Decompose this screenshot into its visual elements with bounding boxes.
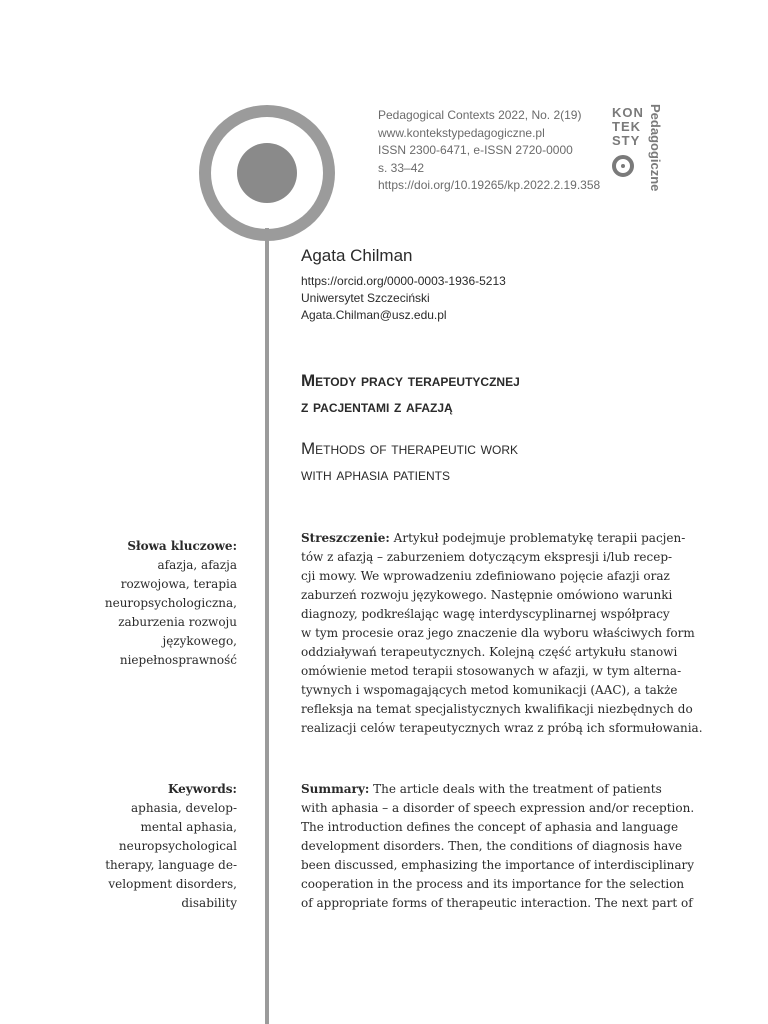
abstract-line: been discussed, emphasizing the importance of interdisciplinary — [301, 858, 695, 872]
abstract-line: tów z afazją – zaburzeniem dotyczącym ekspresji i/lub recep- — [301, 550, 673, 564]
keywords-polish — [100, 537, 237, 670]
title-english-line: Methods of therapeutic work — [301, 439, 519, 458]
publication-info — [378, 107, 600, 195]
abstract-line: zaburzeń rozwoju językowego. Następnie omówiono warunki — [301, 588, 673, 602]
keyword-line: afazja, afazja — [157, 558, 237, 572]
keyword-line: velopment disorders, — [108, 877, 237, 891]
keyword-line: disability — [181, 896, 237, 910]
abstract-line: realizacji celów terapeutycznych wraz z próbą ich sformułowania. — [301, 721, 703, 735]
author-affiliation: Uniwersytet Szczeciński — [301, 291, 430, 305]
title-english-line: with aphasia patients — [301, 465, 451, 484]
abstract-line: omówienie metod terapii stosowanych w afazji, w tym alterna- — [301, 664, 682, 678]
issn-line: ISSN 2300-6471, e-ISSN 2720-0000 — [378, 143, 573, 157]
journal-line: Pedagogical Contexts 2022, No. 2(19) — [378, 108, 582, 122]
logo-letters-line: KON — [612, 105, 644, 120]
abstract-line — [301, 780, 661, 799]
keywords-english-heading: Keywords: — [167, 782, 237, 796]
keyword-line: neuropsychological — [118, 839, 237, 853]
abstract-english-heading: Summary: — [301, 782, 370, 796]
author-meta — [301, 273, 506, 324]
keywords-english — [100, 780, 237, 913]
website-link[interactable]: www.kontekstypedagogiczne.pl — [378, 125, 545, 140]
logo-letters-line: STY — [612, 133, 641, 148]
abstract-line: oddziaływań terapeutycznych. Kolejną część artykułu stanowi — [301, 645, 678, 659]
abstract-line: development disorders. Then, the conditions of diagnosis have — [301, 839, 683, 853]
keyword-line: rozwojowa, terapia — [120, 577, 237, 591]
keyword-line: mental aphasia, — [140, 820, 237, 834]
ring-logo-icon — [612, 155, 634, 177]
keyword-line: neuropsychologiczna, — [104, 596, 237, 610]
title-english — [301, 436, 518, 488]
journal-logo — [610, 104, 662, 192]
abstract-line: cji mowy. We wprowadzeniu zdefiniowano pojęcie afazji oraz — [301, 569, 670, 583]
abstract-line: cooperation in the process and its importance for the selection — [301, 877, 685, 891]
title-polish-line: z pacjentami z afazją — [301, 397, 453, 416]
keyword-line: aphasia, develop- — [131, 801, 237, 815]
logo-letters — [612, 106, 644, 148]
keywords-polish-heading: Słowa kluczowe: — [127, 539, 237, 553]
abstract-line: refleksja na temat specjalistycznych kwalifikacji niezbędnych do — [301, 702, 693, 716]
decorative-circle-inner-ring — [211, 117, 323, 229]
logo-vertical-text: Pedagogiczne — [648, 104, 663, 192]
title-polish — [301, 368, 520, 420]
title-polish-line: Metody pracy terapeutycznej — [301, 371, 520, 390]
keyword-line: niepełnosprawność — [119, 653, 237, 667]
decorative-vertical-line — [265, 228, 269, 1024]
abstract-line: tywnych i wspomagających metod komunikacji (AAC), a także — [301, 683, 678, 697]
abstract-polish — [301, 529, 703, 738]
abstract-line — [301, 529, 686, 548]
abstract-line: The introduction defines the concept of aphasia and language — [301, 820, 679, 834]
keyword-line: therapy, language de- — [105, 858, 237, 872]
abstract-line: with aphasia – a disorder of speech expression and/or reception. — [301, 801, 695, 815]
decorative-circle-core — [237, 143, 297, 203]
logo-letters-line: TEK — [612, 119, 641, 134]
pages-line: s. 33–42 — [378, 160, 425, 175]
abstract-polish-heading: Streszczenie: — [301, 531, 390, 545]
author-name: Agata Chilman — [301, 246, 413, 265]
abstract-text: The article deals with the treatment of patients — [373, 782, 662, 796]
author-orcid-link[interactable]: https://orcid.org/0000-0003-1936-5213 — [301, 274, 506, 288]
abstract-line: of appropriate forms of therapeutic interaction. The next part of — [301, 896, 693, 910]
abstract-line: w tym procesie oraz jego znaczenie dla wyboru właściwych form — [301, 626, 695, 640]
doi-link[interactable]: https://doi.org/10.19265/kp.2022.2.19.358 — [378, 178, 601, 192]
abstract-text: Artykuł podejmuje problematykę terapii pacjen- — [393, 531, 686, 545]
keyword-line: językowego, — [162, 634, 237, 648]
author-email-link[interactable]: Agata.Chilman@usz.edu.pl — [301, 308, 447, 322]
decorative-circle-icon — [199, 105, 335, 241]
ring-logo-dot — [621, 164, 625, 168]
abstract-line: diagnozy, podkreślając wagę interdyscyplinarnej współpracy — [301, 607, 670, 621]
abstract-english — [301, 780, 695, 913]
keyword-line: zaburzenia rozwoju — [118, 615, 237, 629]
